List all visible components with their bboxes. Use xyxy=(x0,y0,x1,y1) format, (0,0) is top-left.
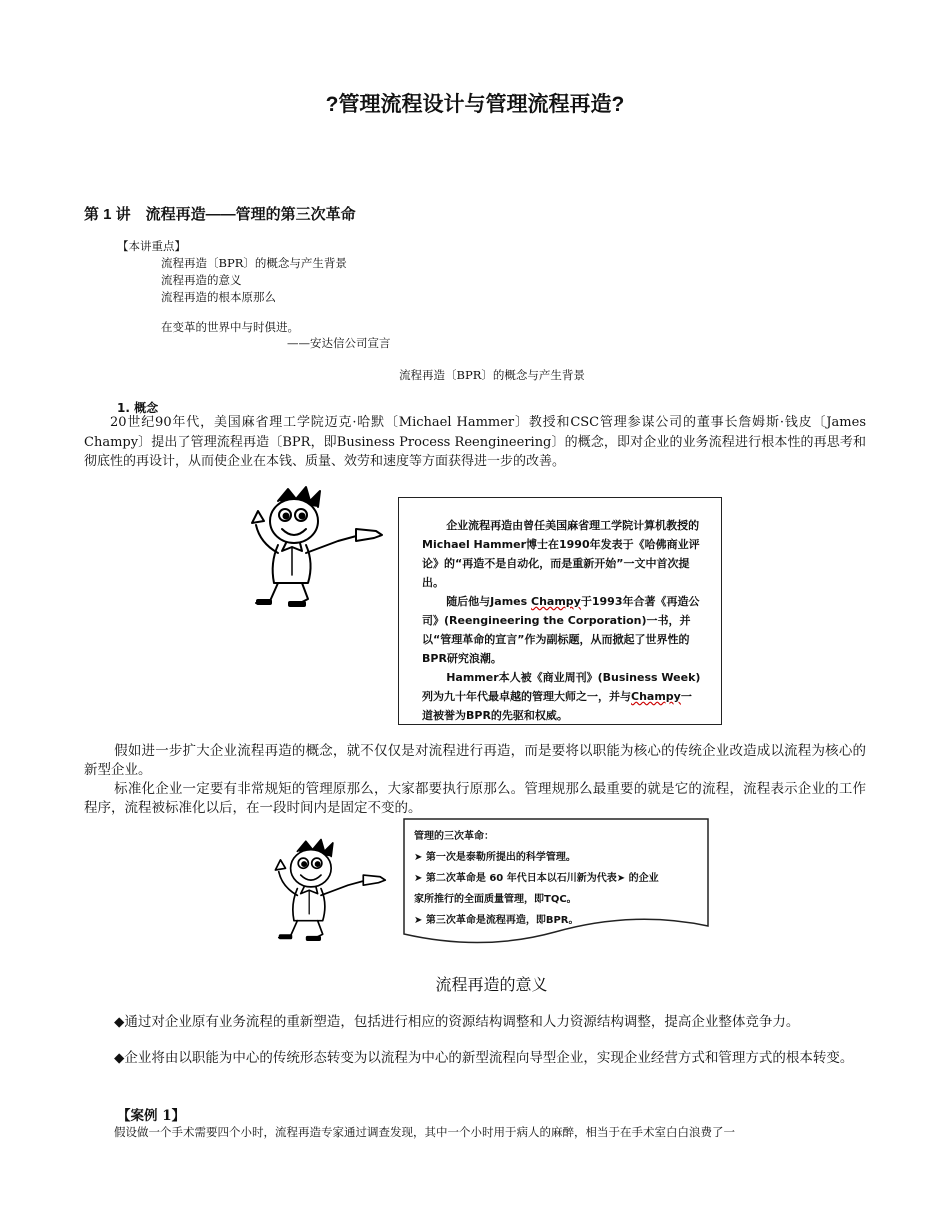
text-span: Champy xyxy=(531,595,581,608)
concept-heading: 1. 概念 xyxy=(117,401,159,415)
callout-title: 管理的三次革命： xyxy=(414,831,494,842)
callout-text xyxy=(422,516,702,725)
text-span: 于1993年合著《再造公司》(Reengineering the Corporation)一书，并以“管理革命的宣言”作为副标题，从而掀起了世界性的BPR研究浪潮。 xyxy=(422,595,700,665)
text-span: 随后他与James xyxy=(446,595,532,608)
bullet-text: ◆通过对企业原有业务流程的重新塑造，包括进行相应的资源结构调整和人力资源结构调整，提高企业整体竞争力。 xyxy=(114,1014,800,1030)
key-point-item: 流程再造〔BPR〕的概念与产生背景 xyxy=(161,256,347,270)
concept-paragraph xyxy=(84,413,866,472)
cartoon-man-pointing-illustration xyxy=(272,832,392,946)
text-span: 一道被誉为BPR的先驱和权威。 xyxy=(422,690,692,722)
key-points-label: 【本讲重点】 xyxy=(117,239,186,253)
section-title: 流程再造〔BPR〕的概念与产生背景 xyxy=(399,368,585,382)
callout-box-three-revolutions xyxy=(414,826,704,931)
paragraph-text: 假如进一步扩大企业流程再造的概念，就不仅仅是对流程进行再造，而是要将以职能为核心的传统企业改造成以流程为核心的新型企业。 xyxy=(84,743,866,778)
paragraph-expand xyxy=(84,742,866,780)
paragraph-text: 标准化企业一定要有非常规矩的管理原那么，大家都要执行原那么。管理规那么最重要的就是它的流程，流程表示企业的工作程序，流程被标准化以后，在一段时间内是固定不变的。 xyxy=(84,781,866,816)
list-item: ➤ 第一次是泰勒所提出的科学管理。 xyxy=(414,852,576,863)
section-title: 流程再造的意义 xyxy=(435,975,548,994)
key-point-item: 流程再造的意义 xyxy=(161,273,242,287)
bullet-text: ◆企业将由以职能为中心的传统形态转变为以流程为中心的新型流程向导型企业，实现企业经营方式和管理方式的根本转变。 xyxy=(114,1050,854,1066)
callout-paragraph xyxy=(422,668,702,725)
paragraph-standard xyxy=(84,780,866,818)
text-span: Champy xyxy=(631,690,681,703)
document-title: ?管理流程设计与管理流程再造? xyxy=(325,93,625,116)
concept-text: 20世纪90年代，美国麻省理工学院迈克·哈默〔Michael Hammer〕教授和CSC管理参谋公司的董事长詹姆斯·钱皮〔James Champy〕提出了管理流程再造〔BPR，即Business Process Reengineering〕的概念，即对企业的业务流程进行根本性的再思考和彻底性的再设计，从而使企业在本钱、质量、效劳和速度等方面获得进一步的改善。 xyxy=(84,415,866,469)
list-item: ➤ 第三次革命是流程再造，即BPR。 xyxy=(414,915,579,926)
list-item: 家所推行的全面质量管理，即TQC。 xyxy=(414,894,577,905)
quote-text: 在变革的世界中与时俱进。 xyxy=(161,320,299,334)
key-point-item: 流程再造的根本原那么 xyxy=(161,290,276,304)
callout-paragraph xyxy=(422,592,702,668)
meaning-bullet xyxy=(84,1013,866,1032)
quote-attribution: ——安达信公司宣言 xyxy=(287,336,391,350)
meaning-bullet xyxy=(84,1049,866,1068)
case-label: 【案例 1】 xyxy=(117,1108,186,1124)
lecture-heading: 第 1 讲 流程再造——管理的第三次革命 xyxy=(84,206,356,223)
case-paragraph xyxy=(84,1124,874,1141)
list-item: ➤ 第二次革命是 60 年代日本以石川新为代表➤ 的企业 xyxy=(414,873,659,884)
callout-paragraph: 企业流程再造由曾任美国麻省理工学院计算机教授的Michael Hammer博士在1990年发表于《哈佛商业评论》的“再造不是自动化，而是重新开始”一文中首次提出。 xyxy=(422,519,700,589)
cartoon-man-pointing-illustration xyxy=(248,483,390,608)
case-text: 假设做一个手术需要四个小时，流程再造专家通过调查发现，其中一个小时用于病人的麻醉，相当于在手术室白白浪费了一 xyxy=(114,1125,735,1139)
text-span: Hammer本人被《商业周刊》(Business Week)列为九十年代最卓越的管理大师之一，并与 xyxy=(422,671,701,703)
